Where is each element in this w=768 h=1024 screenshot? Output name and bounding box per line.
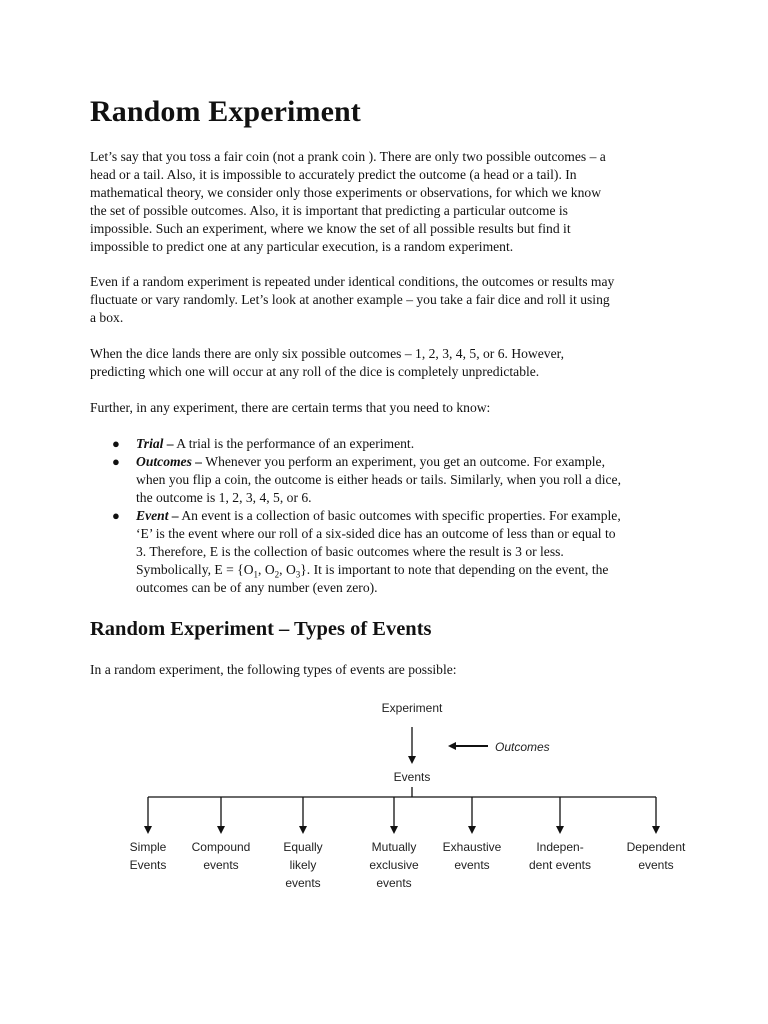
leaf-label: Indepen-	[536, 840, 584, 854]
leaf-label: events	[454, 858, 490, 872]
text-line: head or a tail. Also, it is impossible to accurately predict the outcome (a head or a tail). In	[90, 167, 577, 182]
leaf-label: Simple	[129, 840, 167, 854]
text-line: fluctuate or vary randomly. Let’s look at another example – you take a fair dice and roll it using	[90, 292, 610, 307]
term-definition: A trial is the performance of an experiment.	[176, 436, 415, 451]
leaf-labels	[130, 840, 686, 890]
leaf-label: Equally	[283, 840, 323, 854]
text-line: ‘E’ is the event where our roll of a six-sided dice has an outcome of less than or equal to	[136, 526, 616, 541]
text-line: a box.	[90, 310, 124, 325]
text-line: predicting which one will occur at any roll of the dice is completely unpredictable.	[90, 364, 540, 379]
term-label: Trial –	[136, 436, 174, 451]
term-label: Outcomes –	[136, 454, 203, 469]
text-line: when you flip a coin, the outcome is either heads or tails. Similarly, when you roll a dice,	[136, 472, 621, 487]
diagram-root-label: Experiment	[381, 701, 443, 715]
text-line: mathematical theory, we consider only those experiments or observations, for which we know	[90, 185, 602, 200]
text-line: In a random experiment, the following types of events are possible:	[90, 662, 457, 677]
term-label: Event –	[136, 508, 179, 523]
page-title: Random Experiment	[90, 95, 361, 128]
text-line: the outcome is 1, 2, 3, 4, 5, or 6.	[136, 490, 312, 505]
text-line: When the dice lands there are only six possible outcomes – 1, 2, 3, 4, 5, or 6. However,	[90, 346, 564, 361]
leaf-label: Events	[129, 858, 167, 872]
bullet-icon: ●	[112, 508, 120, 523]
diagram-outcomes-label: Outcomes	[495, 740, 550, 754]
leaf-label: events	[376, 876, 412, 890]
text-line: the set of possible outcomes. Also, it is important that predicting a particular outcome is	[90, 203, 568, 218]
diagram-events-label: Events	[393, 770, 431, 784]
term-definition: Whenever you perform an experiment, you get an outcome. For example,	[205, 454, 605, 469]
text-line: Even if a random experiment is repeated under identical conditions, the outcomes or results may	[90, 274, 615, 289]
section-heading: Random Experiment – Types of Events	[90, 618, 432, 640]
leaf-label: Mutually	[371, 840, 417, 854]
symbolic-line: Symbolically, $E = \{O_1$, $O_2$, $O_3$}. It is important to note that depending on the event, the	[136, 562, 609, 580]
leaf-label: dent events	[528, 858, 592, 872]
text-line: 3. Therefore, E is the collection of basic outcomes where the result is 3 or less.	[136, 544, 564, 559]
bullet-icon: ●	[112, 436, 120, 451]
leaf-arrows	[148, 797, 656, 830]
leaf-label: events	[285, 876, 321, 890]
bullet-icon: ●	[112, 454, 120, 469]
leaf-label: events	[203, 858, 239, 872]
leaf-label: likely	[289, 858, 317, 872]
leaf-label: events	[638, 858, 674, 872]
leaf-label: Exhaustive	[442, 840, 502, 854]
text-line: impossible to predict one at any particular execution, is a random experiment.	[90, 239, 514, 254]
leaf-label: Dependent	[626, 840, 686, 854]
term-definition: An event is a collection of basic outcomes with specific properties. For example,	[181, 508, 621, 523]
leaf-label: Compound	[191, 840, 251, 854]
leaf-label: exclusive	[369, 858, 419, 872]
text-line: Further, in any experiment, there are certain terms that you need to know:	[90, 400, 491, 415]
text-line: impossible. Such an experiment, where we know the set of all possible results but find it	[90, 221, 571, 236]
text-line: outcomes can be of any number (even zero).	[136, 580, 378, 595]
text-line: Let’s say that you toss a fair coin (not a prank coin ). There are only two possible outcomes – a	[90, 149, 606, 164]
